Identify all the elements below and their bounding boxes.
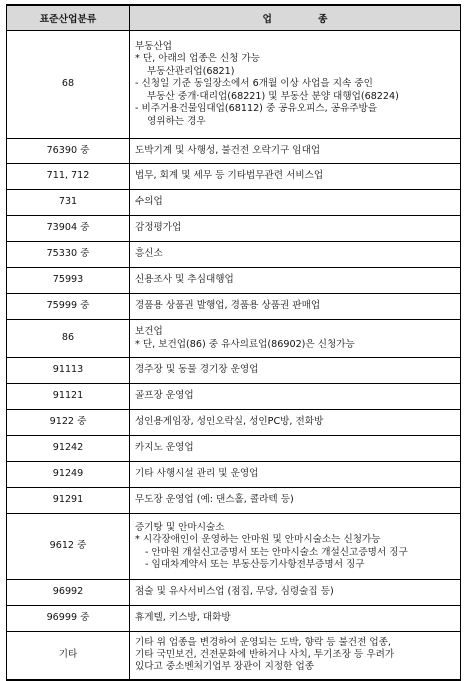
- industry-code: 75999 중: [7, 294, 130, 320]
- table-row: [7, 242, 461, 268]
- desc-line: 기타 위 업종을 변경하여 운영되는 도박, 향락 등 불건전 업종,: [135, 636, 391, 648]
- business-description: [130, 31, 461, 139]
- business-description: [130, 164, 461, 190]
- desc-line: 법무, 회계 및 세무 등 기타법무관련 서비스업: [135, 170, 324, 182]
- business-description: [130, 242, 461, 268]
- desc-line: 부동산관리업(6821): [147, 65, 235, 77]
- desc-line: 골프장 운영업: [135, 390, 194, 402]
- excluded-industries-table-container: [6, 4, 460, 681]
- desc-line: - 비주거용건물임대업(68112) 중 공유오피스, 공유주방을: [135, 103, 378, 115]
- business-description: [130, 216, 461, 242]
- desc-line: * 시각장애인이 운영하는 안마원 및 안마시술소는 신청가능: [135, 534, 381, 546]
- table-row: [7, 632, 461, 680]
- business-description: [130, 384, 461, 410]
- industry-code: 68: [7, 31, 130, 139]
- table-row: [7, 164, 461, 190]
- desc-line: 부동산 중개·대리업(68221) 및 부동산 분양 대행업(68224): [147, 90, 399, 102]
- industry-code: 75993: [7, 268, 130, 294]
- industry-code: 기타: [7, 632, 130, 680]
- excluded-industries-table: [6, 4, 461, 681]
- business-description: [130, 580, 461, 606]
- business-description: [130, 320, 461, 358]
- industry-code: 731: [7, 190, 130, 216]
- industry-code: 76390 중: [7, 139, 130, 164]
- table-row: [7, 410, 461, 436]
- desc-line: 보건업: [135, 326, 163, 338]
- desc-line: 증기탕 및 안마시술소: [135, 521, 225, 533]
- table-row: [7, 139, 461, 164]
- table-row: [7, 190, 461, 216]
- business-description: [130, 632, 461, 680]
- business-description: [130, 436, 461, 462]
- business-description: [130, 190, 461, 216]
- business-description: [130, 606, 461, 632]
- desc-line: 카지노 운영업: [135, 442, 194, 454]
- business-description: [130, 488, 461, 514]
- business-description: [130, 139, 461, 164]
- industry-code: 96992: [7, 580, 130, 606]
- industry-code: 86: [7, 320, 130, 358]
- desc-line: 기타 사행시설 관리 및 운영업: [135, 468, 259, 480]
- industry-code: 9122 중: [7, 410, 130, 436]
- business-description: [130, 268, 461, 294]
- desc-line: 점술 및 유사서비스업 (점집, 무당, 심령술집 등): [135, 586, 334, 598]
- table-row: [7, 462, 461, 488]
- header-business-type: [130, 5, 461, 31]
- industry-code: 91249: [7, 462, 130, 488]
- business-description: [130, 462, 461, 488]
- desc-line: 경품용 상품권 발행업, 경품용 상품권 판매업: [135, 300, 321, 312]
- desc-line: 신용조사 및 추심대행업: [135, 274, 234, 286]
- header-business-type-b: 종: [318, 14, 328, 25]
- table-row: [7, 320, 461, 358]
- industry-code: 9612 중: [7, 514, 130, 580]
- table-row: [7, 31, 461, 139]
- desc-line: 도박기계 및 사행성, 불건전 오락기구 임대업: [135, 144, 321, 156]
- header-business-type-a: 업: [262, 14, 272, 25]
- desc-line: 수의업: [135, 196, 163, 208]
- business-description: [130, 514, 461, 580]
- table-row: [7, 384, 461, 410]
- table-row: [7, 358, 461, 384]
- table-row: [7, 580, 461, 606]
- desc-line: * 단, 보건업(86) 중 유사의료업(86902)은 신청가능: [135, 338, 355, 350]
- desc-line: 기타 국민보건, 건전문화에 반하거나 사치, 투기조장 등 우려가: [135, 649, 395, 661]
- industry-code: 91291: [7, 488, 130, 514]
- table-row: [7, 488, 461, 514]
- table-row: [7, 606, 461, 632]
- desc-line: * 단, 아래의 업종은 신청 가능: [135, 53, 261, 65]
- table-header-row: [7, 5, 461, 31]
- business-description: [130, 410, 461, 436]
- industry-code: 91113: [7, 358, 130, 384]
- business-description: [130, 358, 461, 384]
- desc-line: 무도장 운영업 (예: 댄스홀, 콜라텍 등): [135, 494, 294, 506]
- industry-code: 91121: [7, 384, 130, 410]
- desc-line: 경주장 및 동물 경기장 운영업: [135, 364, 259, 376]
- desc-line: 흥신소: [135, 248, 163, 260]
- desc-line: 부동산업: [135, 41, 173, 53]
- business-description: [130, 294, 461, 320]
- desc-line: 있다고 중소벤처기업부 장관이 지정한 업종: [135, 661, 315, 673]
- table-row: [7, 436, 461, 462]
- table-row: [7, 514, 461, 580]
- industry-code: 711, 712: [7, 164, 130, 190]
- industry-code: 73904 중: [7, 216, 130, 242]
- industry-code: 91242: [7, 436, 130, 462]
- desc-line: 휴게텔, 키스방, 대화방: [135, 612, 231, 624]
- desc-line: 영위하는 경우: [147, 115, 206, 127]
- desc-line: - 안마원 개설신고증명서 또는 안마시술소 개설신고증명서 징구: [145, 546, 408, 558]
- header-industry-code: 표준산업분류: [7, 5, 130, 31]
- desc-line: 성인용게임장, 성인오락실, 성인PC방, 전화방: [135, 416, 324, 428]
- table-row: [7, 216, 461, 242]
- desc-line: - 임대차계약서 또는 부동산등기사항전부증명서 징구: [145, 558, 365, 570]
- industry-code: 96999 중: [7, 606, 130, 632]
- table-row: [7, 268, 461, 294]
- industry-code: 75330 중: [7, 242, 130, 268]
- desc-line: - 신청일 기준 동일장소에서 6개월 이상 사업을 지속 중인: [135, 78, 373, 90]
- desc-line: 감정평가업: [135, 222, 182, 234]
- table-row: [7, 294, 461, 320]
